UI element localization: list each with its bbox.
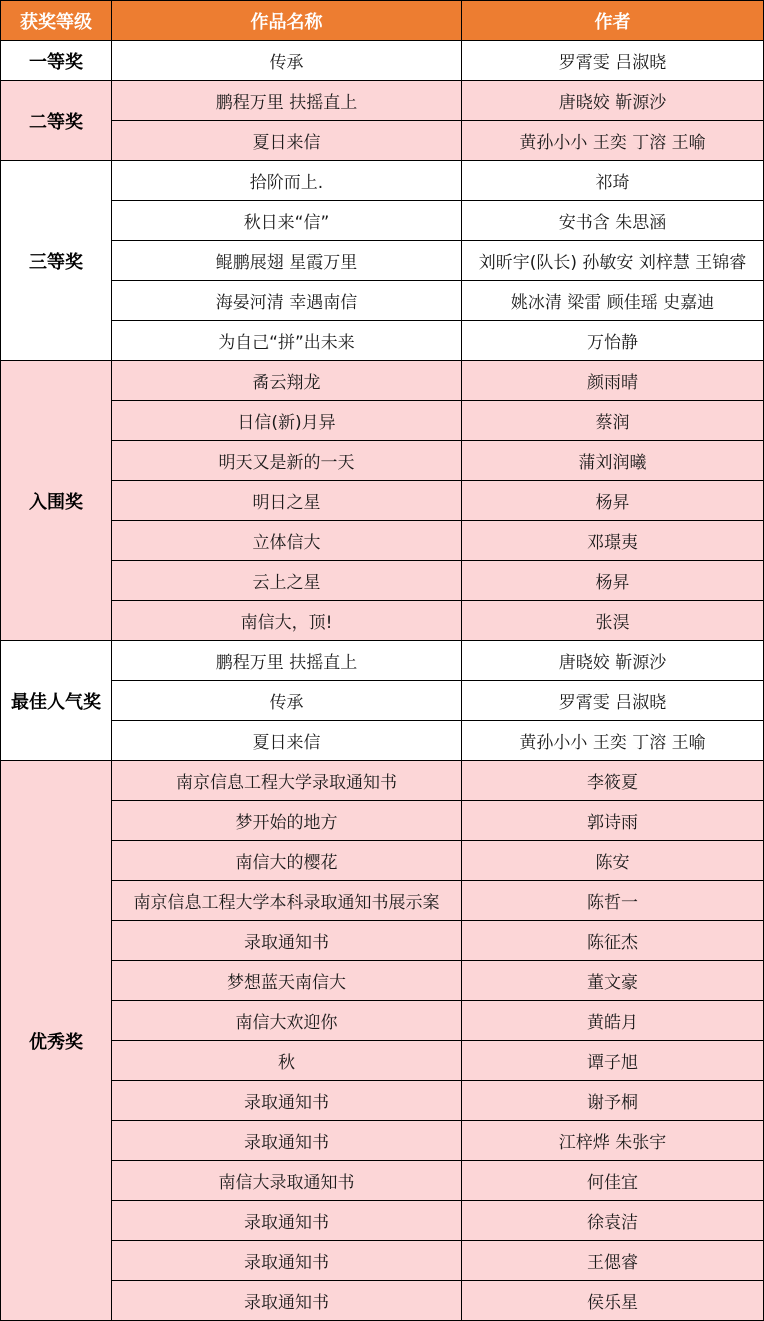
work-title-cell: 拾阶而上. [112, 161, 462, 201]
work-title-cell: 立体信大 [112, 521, 462, 561]
work-title-cell: 录取通知书 [112, 1081, 462, 1121]
award-level-cell: 二等奖 [1, 81, 112, 161]
table-row [1, 681, 764, 721]
author-cell: 徐袁洁 [462, 1201, 764, 1241]
author-cell: 侯乐星 [462, 1281, 764, 1321]
table-row [1, 1081, 764, 1121]
table-row [1, 841, 764, 881]
table-row [1, 1241, 764, 1281]
work-title-cell: 传承 [112, 41, 462, 81]
author-cell: 张淏 [462, 601, 764, 641]
table-row [1, 321, 764, 361]
table-row [1, 201, 764, 241]
table-row [1, 601, 764, 641]
work-title-cell: 录取通知书 [112, 1201, 462, 1241]
author-cell: 邓璟夷 [462, 521, 764, 561]
work-title-cell: 南信大欢迎你 [112, 1001, 462, 1041]
work-title-cell: 秋 [112, 1041, 462, 1081]
header-author: 作者 [462, 1, 764, 41]
table-header [1, 1, 764, 41]
author-cell: 陈征杰 [462, 921, 764, 961]
table-row [1, 1041, 764, 1081]
work-title-cell: 录取通知书 [112, 1241, 462, 1281]
work-title-cell: 夏日来信 [112, 121, 462, 161]
table-row [1, 961, 764, 1001]
author-cell: 李筱夏 [462, 761, 764, 801]
table-row [1, 801, 764, 841]
award-level-cell: 一等奖 [1, 41, 112, 81]
author-cell: 黄孙小小 王奕 丁溶 王喻 [462, 121, 764, 161]
author-cell: 刘昕宇(队长) 孙敏安 刘梓慧 王锦睿 [462, 241, 764, 281]
table-row [1, 401, 764, 441]
author-cell: 蔡润 [462, 401, 764, 441]
author-cell: 安书含 朱思涵 [462, 201, 764, 241]
work-title-cell: 梦想蓝天南信大 [112, 961, 462, 1001]
author-cell: 万怡静 [462, 321, 764, 361]
work-title-cell: 鹏程万里 扶摇直上 [112, 641, 462, 681]
author-cell: 黄孙小小 王奕 丁溶 王喻 [462, 721, 764, 761]
author-cell: 蒲刘润曦 [462, 441, 764, 481]
table-row [1, 361, 764, 401]
table-row [1, 561, 764, 601]
author-cell: 唐晓姣 靳源沙 [462, 641, 764, 681]
author-cell: 罗霄雯 吕淑晓 [462, 41, 764, 81]
work-title-cell: 秋日来“信” [112, 201, 462, 241]
work-title-cell: 为自己“拼”出未来 [112, 321, 462, 361]
table-row [1, 921, 764, 961]
author-cell: 王偲睿 [462, 1241, 764, 1281]
author-cell: 何佳宜 [462, 1161, 764, 1201]
work-title-cell: 矞云翔龙 [112, 361, 462, 401]
work-title-cell: 南信大，顶! [112, 601, 462, 641]
author-cell: 祁琦 [462, 161, 764, 201]
table-row [1, 881, 764, 921]
table-row [1, 281, 764, 321]
author-cell: 陈安 [462, 841, 764, 881]
table-row [1, 1201, 764, 1241]
table-row [1, 1121, 764, 1161]
author-cell: 姚冰清 梁雷 顾佳瑶 史嘉迪 [462, 281, 764, 321]
table-row [1, 41, 764, 81]
table-row [1, 481, 764, 521]
award-level-cell: 优秀奖 [1, 761, 112, 1321]
work-title-cell: 鲲鹏展翅 星霞万里 [112, 241, 462, 281]
table-row [1, 761, 764, 801]
award-level-cell: 三等奖 [1, 161, 112, 361]
work-title-cell: 录取通知书 [112, 921, 462, 961]
table-row [1, 1281, 764, 1321]
work-title-cell: 梦开始的地方 [112, 801, 462, 841]
work-title-cell: 夏日来信 [112, 721, 462, 761]
table-row [1, 641, 764, 681]
work-title-cell: 录取通知书 [112, 1281, 462, 1321]
author-cell: 罗霄雯 吕淑晓 [462, 681, 764, 721]
table-row [1, 121, 764, 161]
author-cell: 江梓烨 朱张宇 [462, 1121, 764, 1161]
author-cell: 谭子旭 [462, 1041, 764, 1081]
author-cell: 颜雨晴 [462, 361, 764, 401]
author-cell: 陈哲一 [462, 881, 764, 921]
author-cell: 唐晓姣 靳源沙 [462, 81, 764, 121]
work-title-cell: 明天又是新的一天 [112, 441, 462, 481]
table-row [1, 521, 764, 561]
work-title-cell: 录取通知书 [112, 1121, 462, 1161]
work-title-cell: 南信大录取通知书 [112, 1161, 462, 1201]
header-work-title: 作品名称 [112, 1, 462, 41]
work-title-cell: 明日之星 [112, 481, 462, 521]
work-title-cell: 鹏程万里 扶摇直上 [112, 81, 462, 121]
table-row [1, 241, 764, 281]
work-title-cell: 南京信息工程大学录取通知书 [112, 761, 462, 801]
table-row [1, 721, 764, 761]
table-row [1, 1161, 764, 1201]
work-title-cell: 云上之星 [112, 561, 462, 601]
table-row [1, 81, 764, 121]
work-title-cell: 海晏河清 幸遇南信 [112, 281, 462, 321]
work-title-cell: 南京信息工程大学本科录取通知书展示案 [112, 881, 462, 921]
award-level-cell: 入围奖 [1, 361, 112, 641]
header-award-level: 获奖等级 [1, 1, 112, 41]
work-title-cell: 传承 [112, 681, 462, 721]
table-row [1, 1001, 764, 1041]
author-cell: 郭诗雨 [462, 801, 764, 841]
work-title-cell: 日信(新)月异 [112, 401, 462, 441]
table-row [1, 441, 764, 481]
author-cell: 董文豪 [462, 961, 764, 1001]
author-cell: 黄皓月 [462, 1001, 764, 1041]
table-body [1, 41, 764, 1321]
author-cell: 谢予桐 [462, 1081, 764, 1121]
work-title-cell: 南信大的樱花 [112, 841, 462, 881]
author-cell: 杨昇 [462, 561, 764, 601]
award-level-cell: 最佳人气奖 [1, 641, 112, 761]
table-row [1, 161, 764, 201]
author-cell: 杨昇 [462, 481, 764, 521]
